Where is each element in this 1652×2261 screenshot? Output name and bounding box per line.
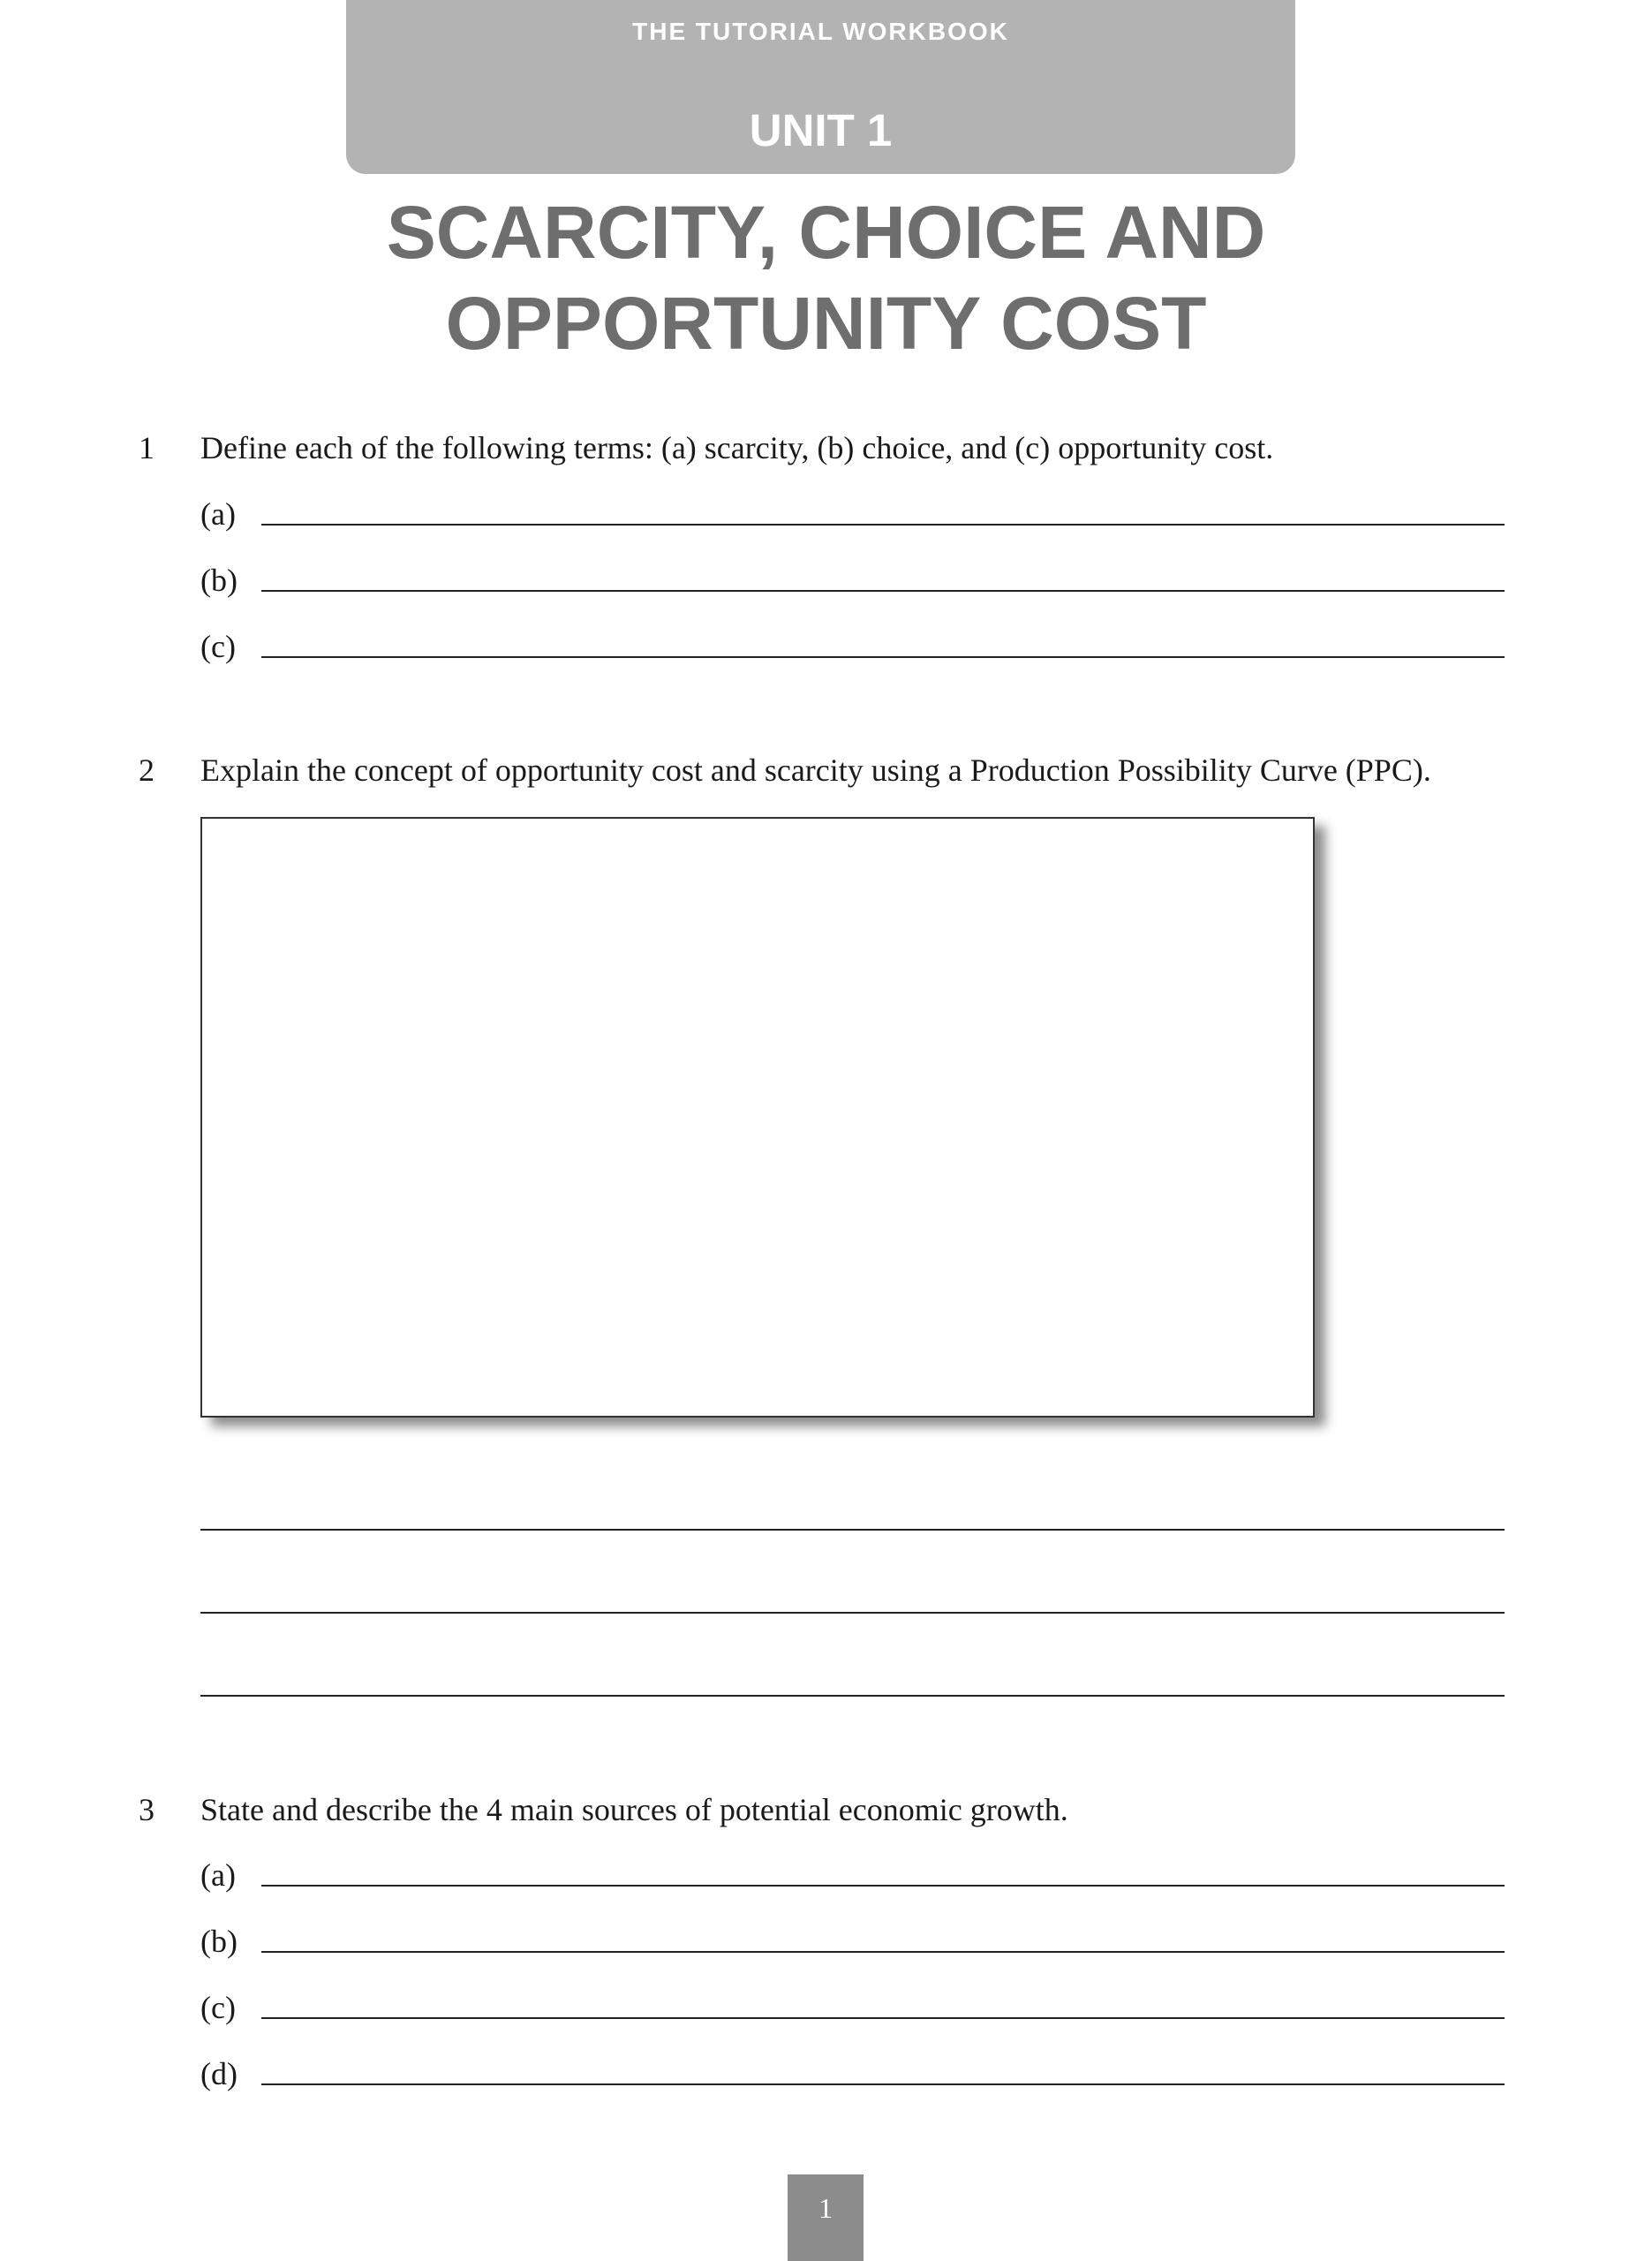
question-1-sub-label-b: (b) bbox=[200, 563, 238, 598]
question-1-sub-label-a: (a) bbox=[200, 496, 236, 532]
question-3-sub-label-c: (c) bbox=[200, 1990, 236, 2025]
page-number: 1 bbox=[818, 2192, 833, 2224]
question-2-answer-line-1[interactable] bbox=[200, 1529, 1505, 1531]
question-3-answer-line-a[interactable] bbox=[261, 1885, 1505, 1887]
question-2-text: Explain the concept of opportunity cost and scarcity using a Production Possibility Curve (PPC). bbox=[200, 752, 1431, 788]
question-2-number: 2 bbox=[139, 752, 155, 788]
question-3-answer-line-c[interactable] bbox=[261, 2017, 1505, 2019]
question-3-answer-line-b[interactable] bbox=[261, 1951, 1505, 1953]
question-3-sub-label-d: (d) bbox=[200, 2056, 238, 2091]
question-1-answer-line-c[interactable] bbox=[261, 656, 1505, 658]
question-3-text: State and describe the 4 main sources of potential economic growth. bbox=[200, 1792, 1068, 1827]
unit-title bbox=[0, 187, 1652, 369]
unit-title-line-2: OPPORTUNITY COST bbox=[445, 282, 1207, 365]
page-number-box bbox=[788, 2174, 864, 2261]
question-1-sub-label-c: (c) bbox=[200, 629, 236, 664]
question-1-number: 1 bbox=[139, 430, 155, 465]
ppc-drawing-box[interactable] bbox=[200, 817, 1315, 1418]
unit-title-line-1: SCARCITY, CHOICE AND bbox=[386, 191, 1266, 274]
question-1-answer-line-a[interactable] bbox=[261, 524, 1505, 526]
unit-label: UNIT 1 bbox=[749, 105, 893, 155]
question-2-answer-line-3[interactable] bbox=[200, 1695, 1505, 1697]
question-3-number: 3 bbox=[139, 1792, 155, 1827]
question-3-sub-label-a: (a) bbox=[200, 1857, 236, 1893]
workbook-label: THE TUTORIAL WORKBOOK bbox=[632, 18, 1009, 45]
question-2-answer-line-2[interactable] bbox=[200, 1612, 1505, 1614]
header-tab bbox=[346, 0, 1295, 174]
question-3-sub-label-b: (b) bbox=[200, 1924, 238, 1959]
question-1-text: Define each of the following terms: (a) scarcity, (b) choice, and (c) opportunity cost. bbox=[200, 430, 1274, 465]
question-3-answer-line-d[interactable] bbox=[261, 2083, 1505, 2085]
question-1-answer-line-b[interactable] bbox=[261, 590, 1505, 592]
